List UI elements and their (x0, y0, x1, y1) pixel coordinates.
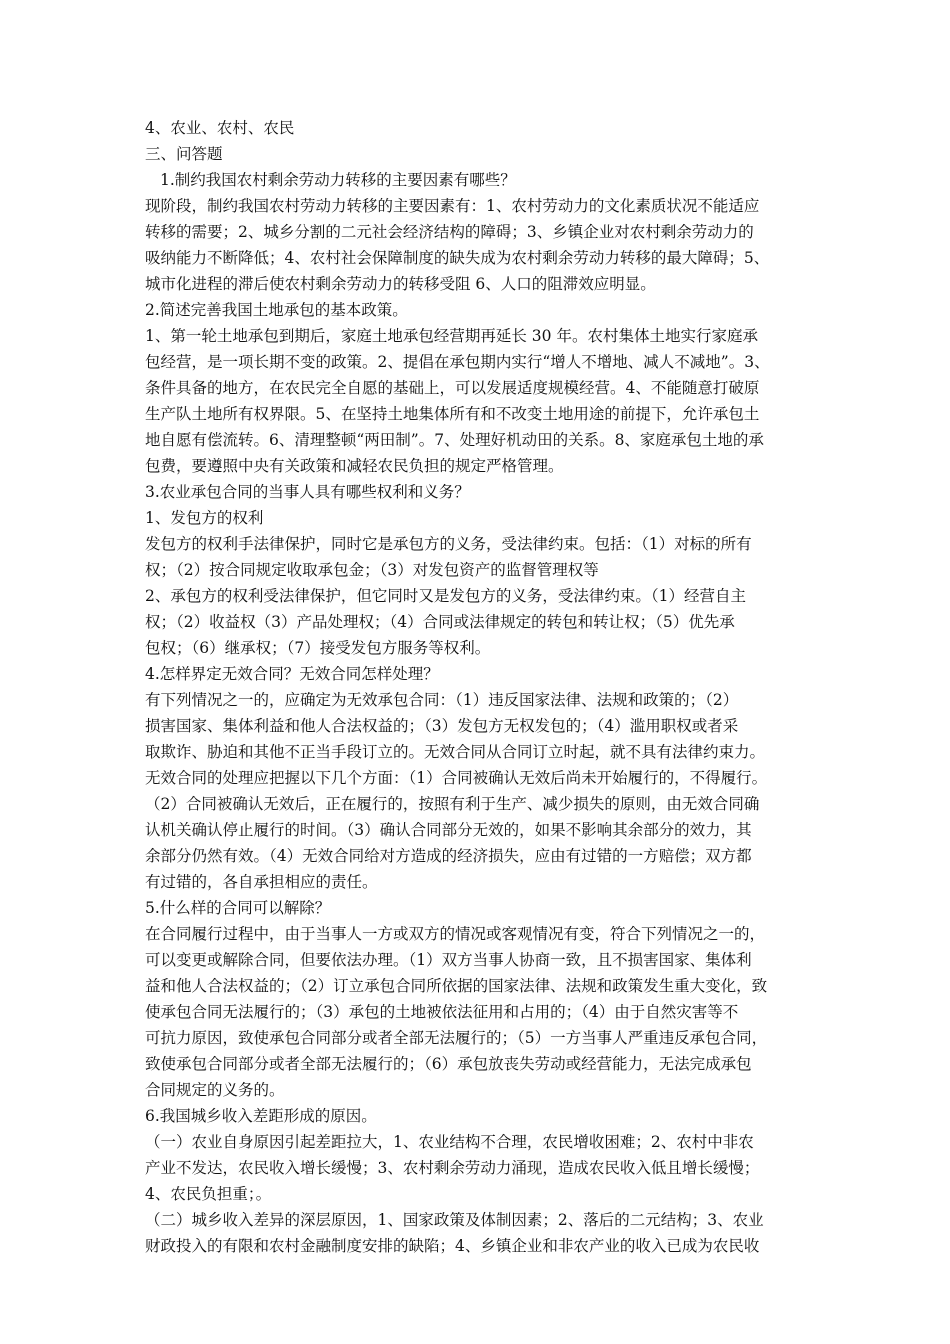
text-line: 4、农业、农村、农民 (145, 119, 295, 137)
text-line: 包费，要遵照中央有关政策和减轻农民负担的规定严格管理。 (145, 457, 564, 475)
text-line: 使承包合同无法履行的；（3）承包的土地被依法征用和占用的；（4）由于自然灾害等不 (145, 1003, 739, 1021)
text-line: 有过错的，各自承担相应的责任。 (145, 873, 378, 891)
text-line: 无效合同的处理应把握以下几个方面：（1）合同被确认无效后尚未开始履行的，不得履行。 (145, 769, 768, 787)
text-line: 条件具备的地方，在农民完全自愿的基础上，可以发展适度规模经营。4、不能随意打破原 (145, 379, 760, 397)
text-line: 发包方的权利手法律保护，同时它是承包方的义务，受法律约束。包括：（1）对标的所有 (145, 535, 752, 553)
text-line: 包权；（6）继承权；（7）接受发包方服务等权利。 (145, 639, 491, 657)
text-line: 权；（2）按合同规定收取承包金；（3）对发包资产的监督管理权等 (145, 561, 599, 579)
text-line: 益和他人合法权益的；（2）订立承包合同所依据的国家法律、法规和政策发生重大变化，致 (145, 977, 768, 995)
document-page (145, 115, 810, 1259)
text-line: 地自愿有偿流转。6、清理整顿“两田制”。7、处理好机动田的关系。8、家庭承包土地的承 (145, 431, 764, 449)
text-line: 认机关确认停止履行的时间。（3）确认合同部分无效的，如果不影响其余部分的效力，其 (145, 821, 752, 839)
text-line: 可抗力原因，致使承包合同部分或者全部无法履行的；（5）一方当事人严重违反承包合同， (145, 1029, 768, 1047)
text-line: 在合同履行过程中，由于当事人一方或双方的情况或客观情况有变，符合下列情况之一的， (145, 925, 766, 943)
text-line: 转移的需要；2、城乡分割的二元社会经济结构的障碍；3、乡镇企业对农村剩余劳动力的 (145, 223, 754, 241)
text-line: 1、第一轮土地承包到期后，家庭土地承包经营期再延长 30 年。农村集体土地实行家庭承 (145, 327, 758, 345)
question-heading: 6.我国城乡收入差距形成的原因。 (145, 1107, 377, 1125)
text-line: 城市化进程的滞后使农村剩余劳动力的转移受阻 6、人口的阻滞效应明显。 (145, 275, 656, 293)
text-line: 可以变更或解除合同，但要依法办理。（1）双方当事人协商一致，且不损害国家、集体利 (145, 951, 752, 969)
question-heading: 1.制约我国农村剩余劳动力转移的主要因素有哪些？ (160, 171, 516, 189)
question-heading: 5.什么样的合同可以解除？ (145, 899, 331, 917)
question-heading: 3.农业承包合同的当事人具有哪些权利和义务？ (145, 483, 470, 501)
text-line: 权；（2）收益权（3）产品处理权；（4）合同或法律规定的转包和转让权；（5）优先承 (145, 613, 735, 631)
text-line: 1、发包方的权利 (145, 509, 264, 527)
text-line: 包经营，是一项长期不变的政策。2、提倡在承包期内实行“增人不增地、减人不减地”。3、 (145, 353, 770, 371)
text-line: 余部分仍然有效。（4）无效合同给对方造成的经济损失，应由有过错的一方赔偿；双方都 (145, 847, 752, 865)
text-line: 取欺诈、胁迫和其他不正当手段订立的。无效合同从合同订立时起，就不具有法律约束力。 (145, 743, 766, 761)
text-line: 致使承包合同部分或者全部无法履行的；（6）承包放丧失劳动或经营能力，无法完成承包 (145, 1055, 752, 1073)
text-line: 损害国家、集体利益和他人合法权益的；（3）发包方无权发包的；（4）滥用职权或者采 (145, 717, 739, 735)
text-line: 2、承包方的权利受法律保护，但它同时又是发包方的义务，受法律约束。（1）经营自主 (145, 587, 746, 605)
text-line: 吸纳能力不断降低；4、农村社会保障制度的缺失成为农村剩余劳动力转移的最大障碍；5、 (145, 249, 770, 267)
question-heading: 4.怎样界定无效合同？无效合同怎样处理？ (145, 665, 439, 683)
text-line: 财政投入的有限和农村金融制度安排的缺陷；4、乡镇企业和非农产业的收入已成为农民收 (145, 1237, 760, 1255)
text-line: （一）农业自身原因引起差距拉大，1、农业结构不合理，农民增收困难；2、农村中非农 (145, 1133, 754, 1151)
text-line: （2）合同被确认无效后，正在履行的，按照有利于生产、减少损失的原则，由无效合同确 (145, 795, 760, 813)
text-line: 产业不发达，农民收入增长缓慢；3、农村剩余劳动力涌现，造成农民收入低且增长缓慢； (145, 1159, 760, 1177)
text-line: 有下列情况之一的，应确定为无效承包合同：（1）违反国家法律、法规和政策的；（2） (145, 691, 739, 709)
section-heading: 三、问答题 (145, 145, 223, 163)
text-line: （二）城乡收入差异的深层原因，1、国家政策及体制因素；2、落后的二元结构；3、农业 (145, 1211, 764, 1229)
text-line: 合同规定的义务的。 (145, 1081, 285, 1099)
text-line: 4、农民负担重；。 (145, 1185, 272, 1203)
question-heading: 2.简述完善我国土地承包的基本政策。 (145, 301, 408, 319)
text-line: 现阶段，制约我国农村劳动力转移的主要因素有：1、农村劳动力的文化素质状况不能适应 (145, 197, 760, 215)
text-line: 生产队土地所有权界限。5、在坚持土地集体所有和不改变土地用途的前提下，允许承包土 (145, 405, 760, 423)
